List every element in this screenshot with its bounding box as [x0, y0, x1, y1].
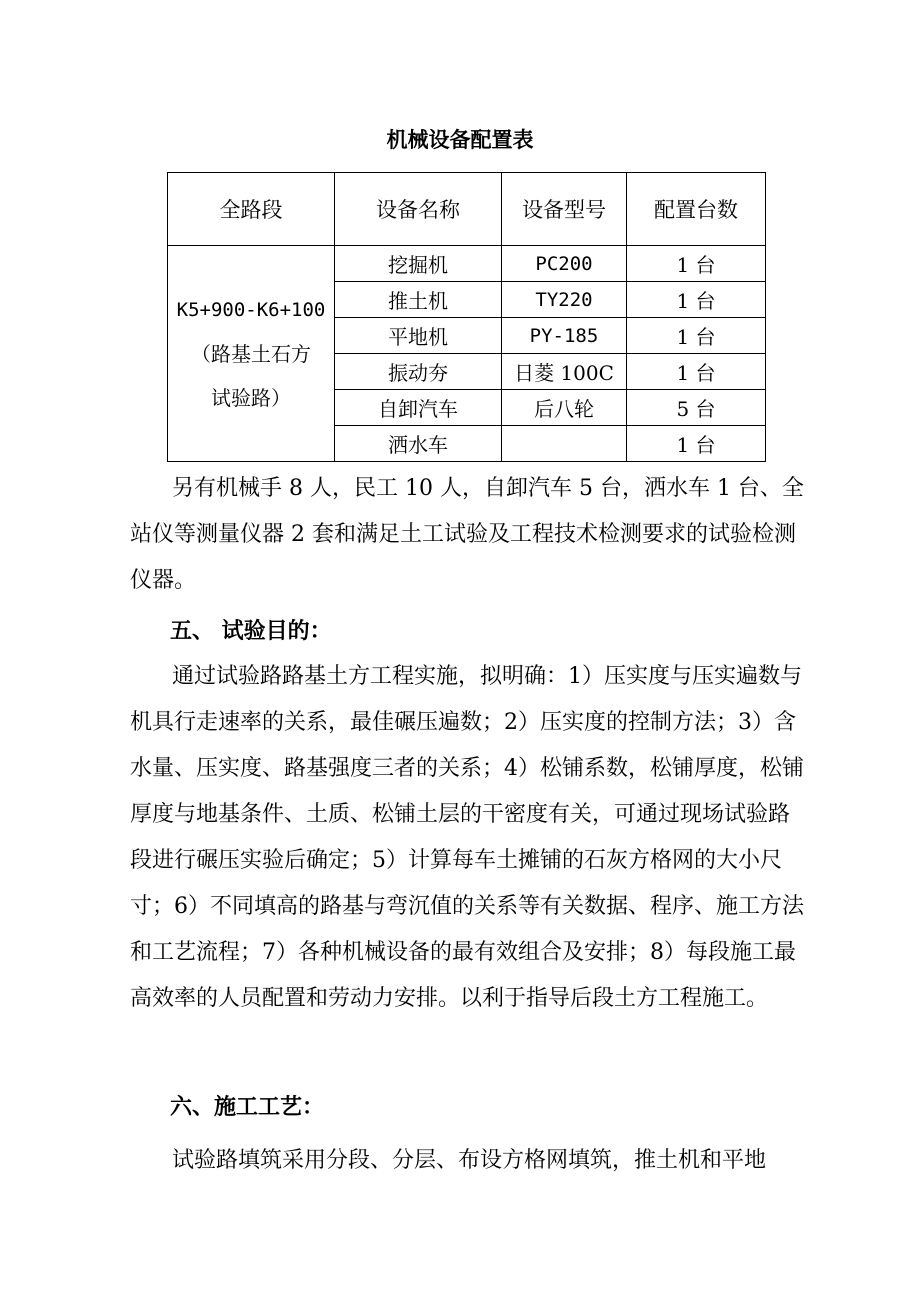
equip-name: 平地机 — [335, 318, 502, 354]
equip-count: 1 台 — [627, 246, 766, 282]
table-header-row — [168, 173, 766, 246]
equip-count: 1 台 — [627, 282, 766, 318]
equip-name: 推土机 — [335, 282, 502, 318]
equip-count: 5 台 — [627, 390, 766, 426]
equip-name: 挖掘机 — [335, 246, 502, 282]
equip-name: 振动夯 — [335, 354, 502, 390]
paragraph-purpose: 通过试验路路基土方工程实施，拟明确：1）压实度与压实遍数与机具行走速率的关系，最佳碾压遍数；2）压实度的控制方法；3）含水量、压实度、路基强度三者的关系；4）松铺系数，松铺厚度，松铺厚度与地基条件、土质、松铺土层的干密度有关，可通过现场试验路段进行碾压实验后确定；5）计算每车土摊铺的石灰方格网的大小尺寸；6）不同填高的路基与弯沉值的关系等有关数据、程序、施工方法和工艺流程；7）各种机械设备的最有效组合及安排；8）每段施工最高效率的人员配置和劳动力安排。以利于指导后段土方工程施工。 — [130, 664, 804, 1011]
equip-count: 1 台 — [627, 354, 766, 390]
equip-name: 自卸汽车 — [335, 390, 502, 426]
equip-count: 1 台 — [627, 426, 766, 462]
table-row — [168, 246, 766, 282]
equip-model: TY220 — [502, 282, 627, 318]
equip-model — [502, 426, 627, 462]
paragraph-process: 试验路填筑采用分段、分层、布设方格网填筑，推土机和平地 — [172, 1148, 767, 1173]
equip-name: 洒水车 — [335, 426, 502, 462]
equip-model: 后八轮 — [502, 390, 627, 426]
section-heading-6: 六、施工工艺： — [170, 1095, 325, 1120]
segment-cell — [168, 246, 335, 462]
equip-model: PY-185 — [502, 318, 627, 354]
equipment-table — [167, 172, 766, 462]
segment-desc-2: 试验路） — [211, 385, 291, 410]
table-title: 机械设备配置表 — [386, 128, 534, 152]
header-name: 设备名称 — [335, 173, 502, 246]
equip-count: 1 台 — [627, 318, 766, 354]
equip-model: PC200 — [502, 246, 627, 282]
header-count: 配置台数 — [627, 173, 766, 246]
segment-desc-1: （路基土石方 — [191, 341, 311, 366]
section-heading-5: 五、 试验目的： — [170, 619, 332, 644]
header-segment: 全路段 — [168, 173, 335, 246]
equip-model: 日菱 100C — [502, 354, 627, 390]
header-model: 设备型号 — [502, 173, 627, 246]
segment-range: K5+900-K6+100 — [176, 298, 326, 321]
paragraph-staff: 另有机械手 8 人，民工 10 人，自卸汽车 5 台，洒水车 1 台、全站仪等测量仪器 2 套和满足土工试验及工程技术检测要求的试验检测仪器。 — [130, 476, 804, 593]
